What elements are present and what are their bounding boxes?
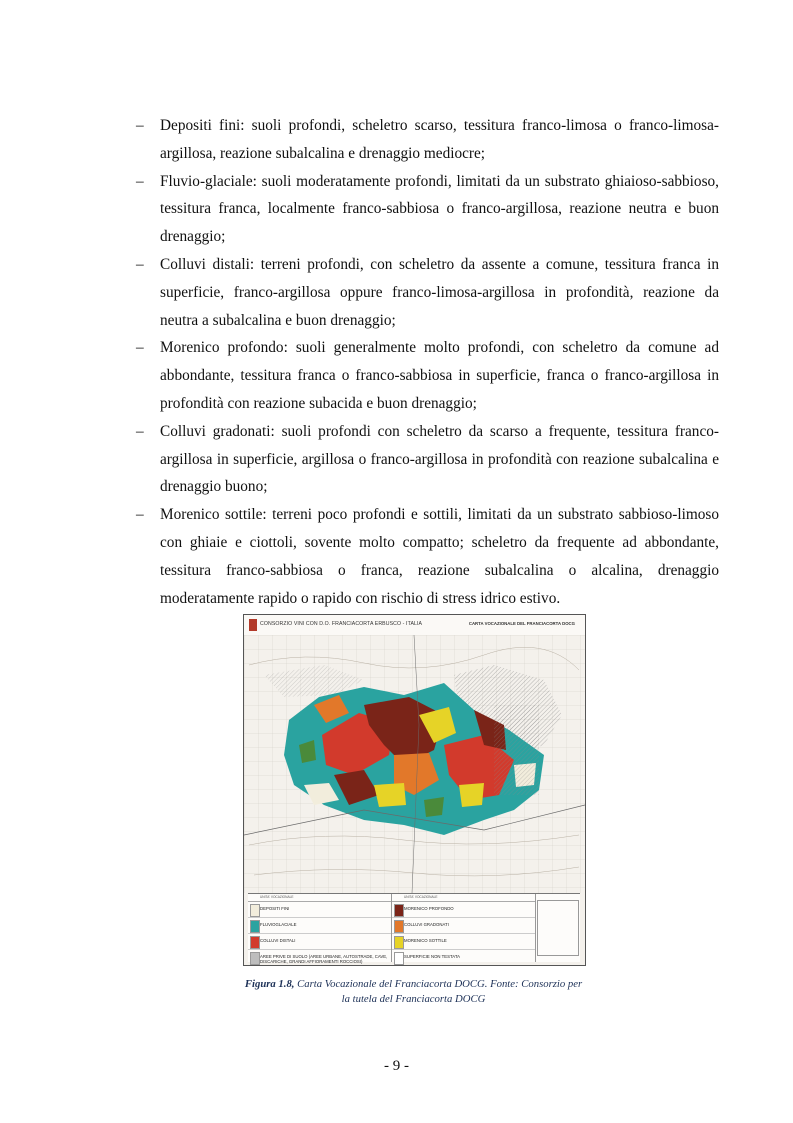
bullet-item (136, 501, 719, 612)
legend-label: COLLUVI DISTALI (260, 938, 296, 943)
consortium-logo-icon (249, 619, 257, 631)
legend-swatch (394, 904, 404, 917)
legend-label: MORENICO PROFONDO (404, 906, 454, 911)
legend-swatch (250, 952, 260, 965)
legend-label: SUPERFICIE NON TESTATA (404, 954, 461, 959)
legend-row (248, 902, 391, 918)
bullet-item (136, 168, 719, 251)
legend-row (392, 934, 535, 950)
bullet-text: Colluvi gradonati: suoli profondi con scheletro da scarso a frequente, tessitura franco-argillosa in superficie, argillosa o franco-argillosa in profondità con reazione subalcalina e drenaggio buono; (160, 422, 719, 496)
page-number: - 9 - (384, 1058, 409, 1074)
map-header-left: CONSORZIO VINI CON D.O. FRANCIACORTA ERBUSCO - ITALIA (260, 621, 423, 627)
legend-label: DEPOSITI FINI (260, 906, 290, 911)
bullet-dash: – (136, 255, 144, 273)
legend-row (392, 950, 535, 966)
bullet-text: Colluvi distali: terreni profondi, con scheletro da assente a comune, tessitura franca in superficie, franco-argillosa oppure franco-limosa-argillosa in profondità, reazione da neutra a subalcalina e buon drenaggio; (160, 255, 719, 329)
legend-row (248, 918, 391, 934)
legend-label: AREE PRIVE DI SUOLO (AREE URBANE, AUTOSTRADE, CAVE, DISCARICHE, GRANDI AFFIORAMENTI ROCCIOSI) (260, 954, 388, 964)
legend-head-right: UNITA' VOCAZIONALE (392, 894, 535, 902)
legend-row (392, 918, 535, 934)
bullet-item (136, 334, 719, 417)
bullet-dash: – (136, 422, 144, 440)
bullet-item (136, 418, 719, 501)
caption-text: Carta Vocazionale del Franciacorta DOCG. Fonte: Consorzio per la tutela del Franciacorta DOCG (294, 978, 583, 1005)
vocational-map-figure (243, 614, 586, 966)
map-header-right: CARTA VOCAZIONALE DEL FRANCIACORTA DOCG (468, 621, 575, 626)
legend-label: COLLUVI GRADONATI (404, 922, 449, 927)
bullet-item (136, 112, 719, 168)
legend-column-left (248, 894, 392, 962)
legend-swatch (250, 936, 260, 949)
figure-caption (243, 977, 584, 1007)
bullet-dash: – (136, 339, 144, 357)
bullet-text: Depositi fini: suoli profondi, scheletro scarso, tessitura franco-limosa o franco-limosa-argillosa, reazione subalcalina e drenaggio mediocre; (160, 117, 719, 162)
legend-column-right (392, 894, 536, 962)
legend-head-left: UNITA' VOCAZIONALE (248, 894, 391, 902)
legend-swatch (394, 936, 404, 949)
legend-title-block (537, 900, 579, 956)
map-legend (248, 893, 580, 962)
legend-row (248, 950, 391, 966)
bullet-item (136, 251, 719, 334)
legend-row (392, 902, 535, 918)
bullet-dash: – (136, 117, 144, 134)
legend-swatch (394, 920, 404, 933)
legend-swatch (250, 904, 260, 917)
legend-swatch (394, 952, 404, 965)
map-image (244, 635, 585, 893)
legend-row (248, 934, 391, 950)
legend-label: FLUVIOGLACIALE (260, 922, 297, 927)
bullet-dash: – (136, 506, 144, 524)
map-header (244, 615, 585, 636)
bullet-text: Morenico profondo: suoli generalmente molto profondi, con scheletro da comune ad abbondante, tessitura franca o franco-sabbiosa in superficie, franca o franco-argillosa in profondità con reazione subacida e buon drenaggio; (160, 339, 719, 412)
legend-label: MORENICO SOTTILE (404, 938, 447, 943)
bullet-list (136, 112, 719, 612)
bullet-text: Morenico sottile: terreni poco profondi e sottili, limitati da un substrato sabbioso-limoso con ghiaie e ciottoli, sovente molto compatto; scheletro da frequente ad abbondante, tessitura franco-sabbiosa o franca, reazione subalcalina o alcalina, drenaggio moderatamente rapido o rapido con rischio di stress idrico estivo. (160, 506, 719, 607)
legend-swatch (250, 920, 260, 933)
caption-label: Figura 1.8, (244, 978, 295, 990)
bullet-text: Fluvio-glaciale: suoli moderatamente profondi, limitati da un substrato ghiaioso-sabbioso, tessitura franca, localmente franco-sabbiosa o franco-argillosa, reazione neutra e buon drenaggio; (160, 172, 719, 246)
bullet-dash: – (136, 172, 144, 190)
